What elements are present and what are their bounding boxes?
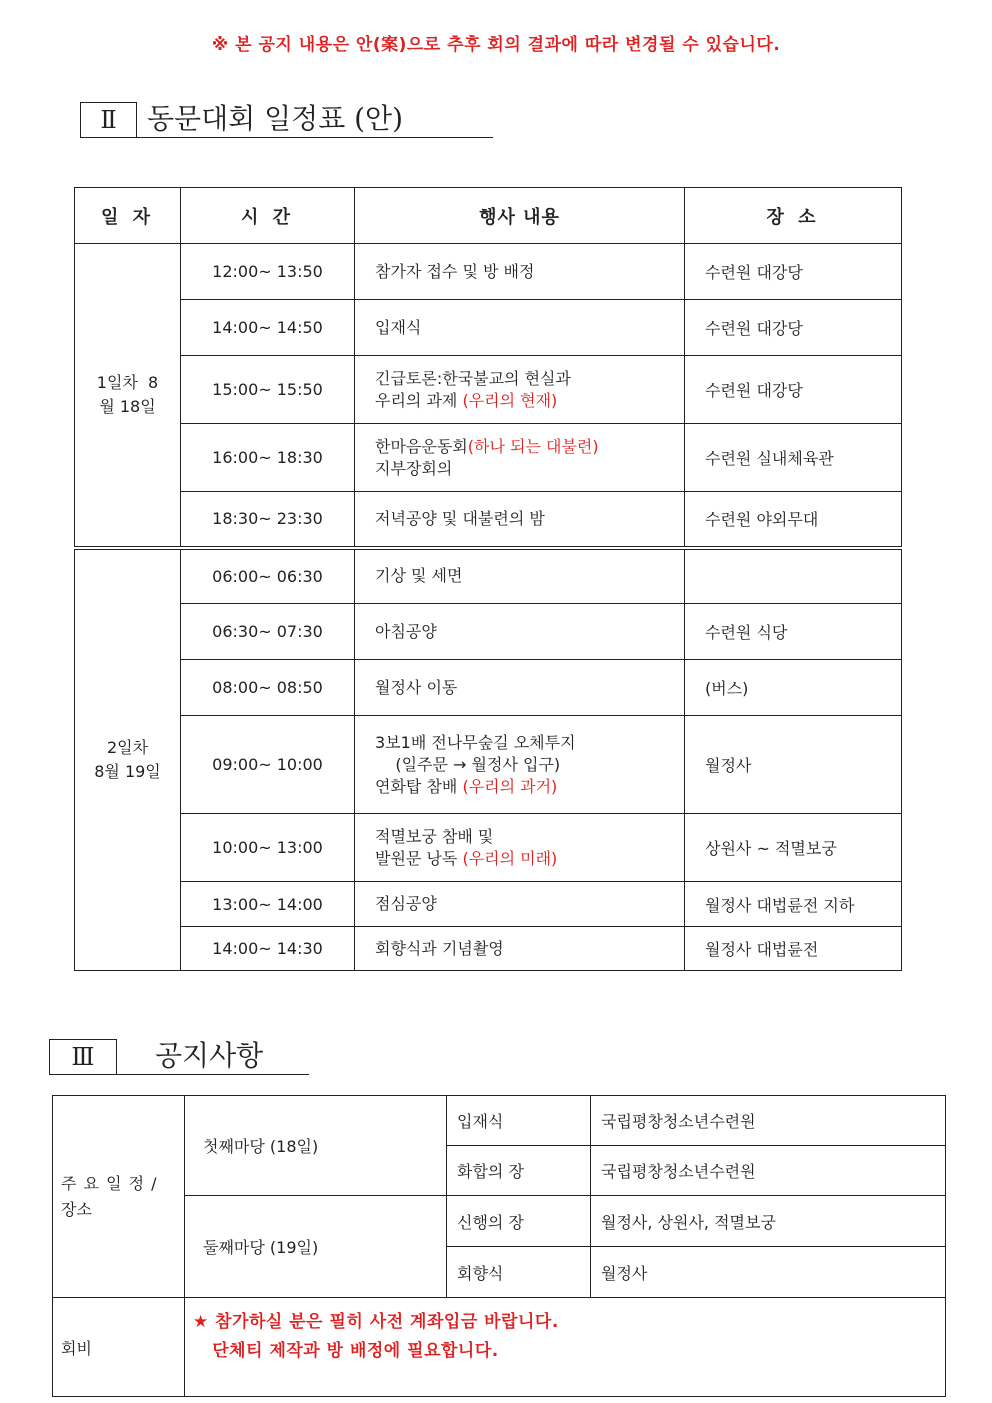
- fee-line2: 단체티 제작과 방 배정에 필요합니다.: [193, 1341, 499, 1361]
- time-cell: 16:00~ 18:30: [181, 424, 355, 492]
- event-cell: [355, 814, 685, 882]
- event-cell: [355, 356, 685, 424]
- time-cell: 08:00~ 08:50: [181, 660, 355, 716]
- sub-event-cell: 회향식: [447, 1247, 591, 1298]
- header-date: 일 자: [75, 188, 181, 244]
- section-2-number: Ⅱ: [80, 102, 137, 138]
- event-cell: 회향식과 기념촬영: [355, 927, 685, 971]
- schedule-header-row: [75, 188, 902, 244]
- event-highlight: (우리의 과거): [462, 776, 558, 796]
- time-cell: 09:00~ 10:00: [181, 716, 355, 814]
- section-2-title: 동문대회 일정표 (안): [137, 102, 493, 138]
- table-row: [75, 356, 902, 424]
- day2-line2: 8월 19일: [94, 761, 161, 781]
- table-row: [75, 604, 902, 660]
- event-line: [375, 848, 684, 870]
- event-line: (일주문 → 월정사 입구): [375, 754, 561, 774]
- event-line: 긴급토론:한국불교의 현실과: [375, 368, 571, 388]
- event-cell: 기상 및 세면: [355, 548, 685, 604]
- event-cell: 입재식: [355, 300, 685, 356]
- place-cell: 수련원 대강당: [685, 244, 902, 300]
- table-row: [53, 1096, 946, 1146]
- location-cell: 국립평창청소년수련원: [591, 1096, 946, 1146]
- place-cell: 수련원 대강당: [685, 356, 902, 424]
- event-cell: 저녁공양 및 대불련의 밤: [355, 492, 685, 548]
- place-cell: 수련원 식당: [685, 604, 902, 660]
- header-time: 시 간: [181, 188, 355, 244]
- event-text: 발원문 낭독: [375, 848, 463, 868]
- event-cell: 점심공양: [355, 882, 685, 927]
- table-row: [75, 548, 902, 604]
- place-cell: 월정사: [685, 716, 902, 814]
- place-cell: 수련원 야외무대: [685, 492, 902, 548]
- table-row: [75, 814, 902, 882]
- notice-table: [52, 1095, 946, 1397]
- time-cell: 14:00~ 14:30: [181, 927, 355, 971]
- table-row: [75, 882, 902, 927]
- event-line: 적멸보궁 참배 및: [375, 826, 494, 846]
- event-cell: [355, 424, 685, 492]
- table-row: [53, 1196, 946, 1247]
- table-row: [53, 1298, 946, 1397]
- event-text: 한마음운동회: [375, 436, 468, 456]
- event-line: 3보1배 전나무숲길 오체투지: [375, 732, 576, 752]
- table-row: [75, 244, 902, 300]
- place-cell: 수련원 실내체육관: [685, 424, 902, 492]
- time-cell: 10:00~ 13:00: [181, 814, 355, 882]
- header-event: 행사 내용: [355, 188, 685, 244]
- day1-line2: 월 18일: [99, 396, 156, 416]
- category-cell: [53, 1096, 185, 1298]
- day1-line1: 1일차 8: [96, 372, 159, 392]
- place-cell: 월정사 대법륜전 지하: [685, 882, 902, 927]
- place-cell: 수련원 대강당: [685, 300, 902, 356]
- draft-notice: ※ 본 공지 내용은 안(案)으로 추후 회의 결과에 따라 변경될 수 있습니다.: [211, 35, 781, 55]
- table-row: [75, 927, 902, 971]
- sub-event-cell: 신행의 장: [447, 1196, 591, 1247]
- time-cell: 12:00~ 13:50: [181, 244, 355, 300]
- first-day-cell: 첫째마당 (18일): [185, 1096, 447, 1196]
- fee-notice-cell: [185, 1298, 946, 1397]
- location-cell: 월정사, 상원사, 적멸보궁: [591, 1196, 946, 1247]
- time-cell: 18:30~ 23:30: [181, 492, 355, 548]
- table-row: [75, 424, 902, 492]
- event-cell: [355, 716, 685, 814]
- event-text: 연화탑 참배: [375, 776, 463, 796]
- event-cell: 참가자 접수 및 방 배정: [355, 244, 685, 300]
- sub-event-cell: 화합의 장: [447, 1146, 591, 1196]
- section-3-number: Ⅲ: [49, 1039, 117, 1075]
- time-cell: 14:00~ 14:50: [181, 300, 355, 356]
- table-row: [75, 492, 902, 548]
- fee-label-cell: 회비: [53, 1298, 185, 1397]
- day1-cell: [75, 244, 181, 548]
- table-row: [75, 660, 902, 716]
- fee-line1: ★ 참가하실 분은 필히 사전 계좌입금 바랍니다.: [193, 1312, 559, 1332]
- event-highlight: (우리의 미래): [462, 848, 558, 868]
- event-line: [375, 776, 684, 798]
- section-3-title: 공지사항: [117, 1039, 309, 1075]
- second-day-cell: 둘째마당 (19일): [185, 1196, 447, 1298]
- event-cell: 월정사 이동: [355, 660, 685, 716]
- section-2-heading: [80, 102, 493, 138]
- place-cell: 상원사 ~ 적멸보궁: [685, 814, 902, 882]
- location-cell: 월정사: [591, 1247, 946, 1298]
- event-cell: 아침공양: [355, 604, 685, 660]
- day2-line1: 2일차: [106, 737, 149, 757]
- event-highlight: (우리의 현재): [462, 390, 558, 410]
- category-line2: 장소: [61, 1199, 92, 1219]
- header-place: 장 소: [685, 188, 902, 244]
- time-cell: 15:00~ 15:50: [181, 356, 355, 424]
- section-3-heading: [49, 1039, 309, 1075]
- table-row: [75, 300, 902, 356]
- event-highlight: (하나 되는 대불련): [467, 436, 599, 456]
- time-cell: 13:00~ 14:00: [181, 882, 355, 927]
- category-line1: 주 요 일 정 /: [61, 1173, 158, 1193]
- location-cell: 국립평창청소년수련원: [591, 1146, 946, 1196]
- sub-event-cell: 입재식: [447, 1096, 591, 1146]
- event-text: 우리의 과제: [375, 390, 463, 410]
- schedule-table: [74, 187, 902, 971]
- event-line: [375, 436, 684, 458]
- place-cell: (버스): [685, 660, 902, 716]
- event-line: 지부장회의: [375, 458, 453, 478]
- time-cell: 06:00~ 06:30: [181, 548, 355, 604]
- time-cell: 06:30~ 07:30: [181, 604, 355, 660]
- table-row: [75, 716, 902, 814]
- day2-cell: [75, 548, 181, 971]
- place-cell: 월정사 대법륜전: [685, 927, 902, 971]
- event-line: [375, 390, 684, 412]
- place-cell: [685, 548, 902, 604]
